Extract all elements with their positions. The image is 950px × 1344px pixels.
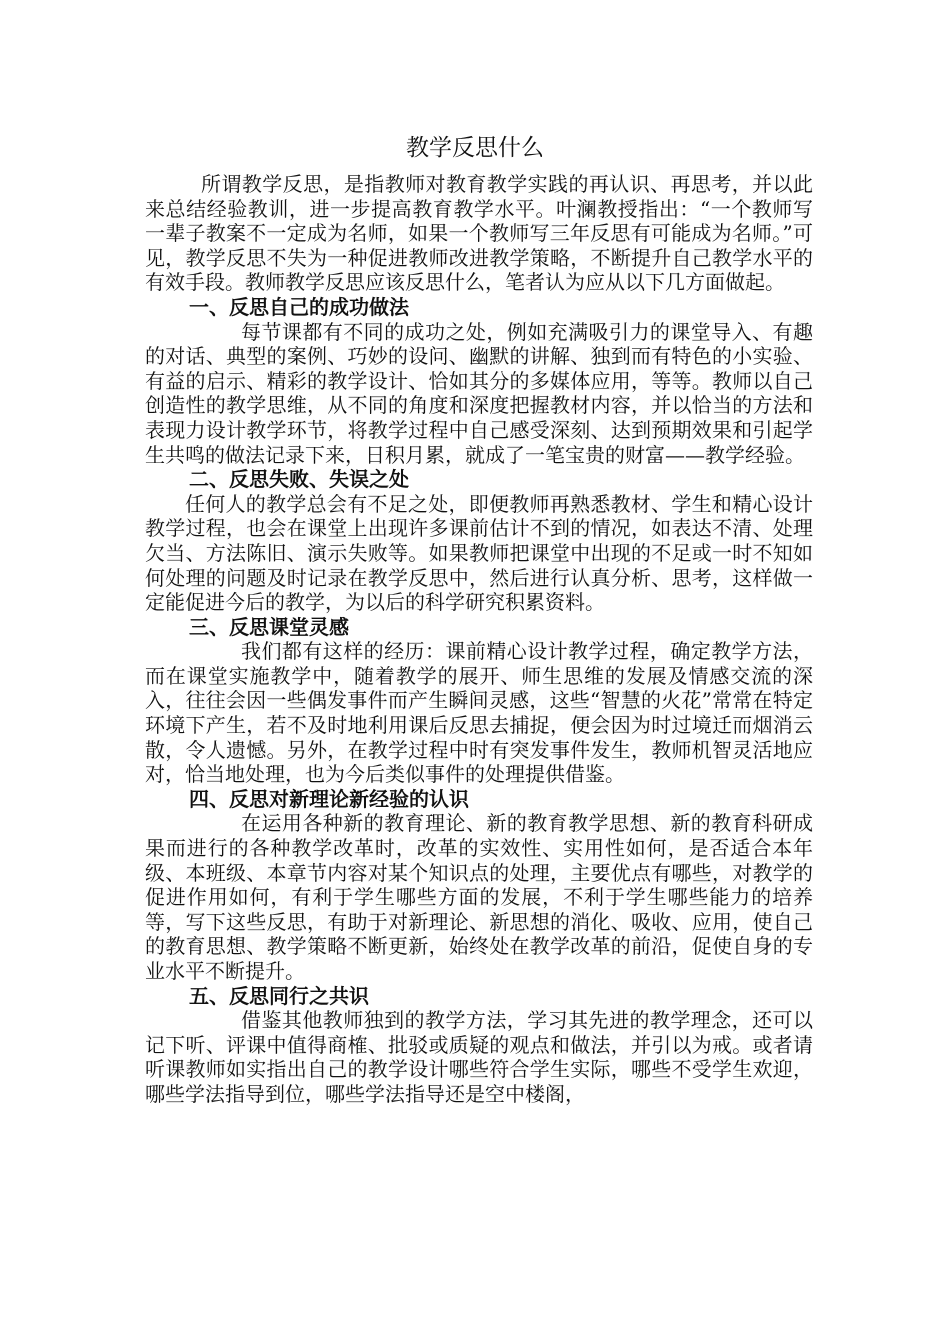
document-title: 教学反思什么: [406, 135, 544, 161]
section-paragraph-4: 在运用各种新的教育理论、新的教育教学思想、新的教育科研成果而进行的各种教学改革时，改革的实效性、实用性如何，是否适合本年级、本班级、本章节内容对某个知识点的处理，主要优点有哪些，对教学的促进作用如何，有利于学生哪些方面的发展，不利于学生哪些能力的培养等，写下这些反思，有助于对新理论、新思想的消化、吸收、应用，使自己的教育思想、教学策略不断更新，始终处在教学改革的前沿，促使自身的专业水平不断提升。: [145, 811, 813, 983]
section-heading-4: 四、反思对新理论新经验的认识: [189, 786, 469, 811]
document-body: [145, 172, 813, 1107]
section-heading-5: 五、反思同行之共识: [189, 983, 369, 1008]
section-heading-2: 二、反思失败、失误之处: [189, 467, 409, 492]
section-paragraph-2: 任何人的教学总会有不足之处，即便教师再熟悉教材、学生和精心设计教学过程，也会在课堂上出现许多课前估计不到的情况，如表达不清、处理欠当、方法陈旧、演示失败等。如果教师把课堂中出现的不足或一时不知如何处理的问题及时记录在教学反思中，然后进行认真分析、思考，这样做一定能促进今后的教学，为以后的科学研究积累资料。: [145, 491, 813, 615]
section-paragraph-1: 每节课都有不同的成功之处，例如充满吸引力的课堂导入、有趣的对话、典型的案例、巧妙的设问、幽默的讲解、独到而有特色的小实验、有益的启示、精彩的教学设计、恰如其分的多媒体应用，等等。教师以自己创造性的教学思维，从不同的角度和深度把握教材内容，并以恰当的方法和表现力设计教学环节，将教学过程中自己感受深刻、达到预期效果和引起学生共鸣的做法记录下来，日积月累，就成了一笔宝贵的财富——教学经验。: [145, 319, 813, 467]
section-paragraph-5: 借鉴其他教师独到的教学方法，学习其先进的教学理念，还可以记下听、评课中值得商榷、批驳或质疑的观点和做法，并引以为戒。或者请听课教师如实指出自己的教学设计哪些符合学生实际，哪些不受学生欢迎，哪些学法指导到位，哪些学法指导还是空中楼阁，: [145, 1008, 813, 1106]
section-heading-3: 三、反思课堂灵感: [189, 614, 349, 639]
section-paragraph-3: 我们都有这样的经历：课前精心设计教学过程，确定教学方法，而在课堂实施教学中，随着教学的展开、师生思维的发展及情感交流的深入，往往会因一些偶发事件而产生瞬间灵感，这些“智慧的火花”常常在特定环境下产生，若不及时地利用课后反思去捕捉，便会因为时过境迁而烟消云散，令人遗憾。另外，在教学过程中时有突发事件发生，教师机智灵活地应对，恰当地处理，也为今后类似事件的处理提供借鉴。: [145, 639, 813, 787]
section-heading-1: 一、反思自己的成功做法: [189, 294, 409, 319]
intro-paragraph: 所谓教学反思，是指教师对教育教学实践的再认识、再思考，并以此来总结经验教训，进一步提高教育教学水平。叶澜教授指出：“一个教师写一辈子教案不一定成为名师，如果一个教师写三年反思有可能成为名师。”可见，教学反思不失为一种促进教师改进教学策略，不断提升自己教学水平的有效手段。教师教学反思应该反思什么，笔者认为应从以下几方面做起。: [145, 172, 813, 295]
